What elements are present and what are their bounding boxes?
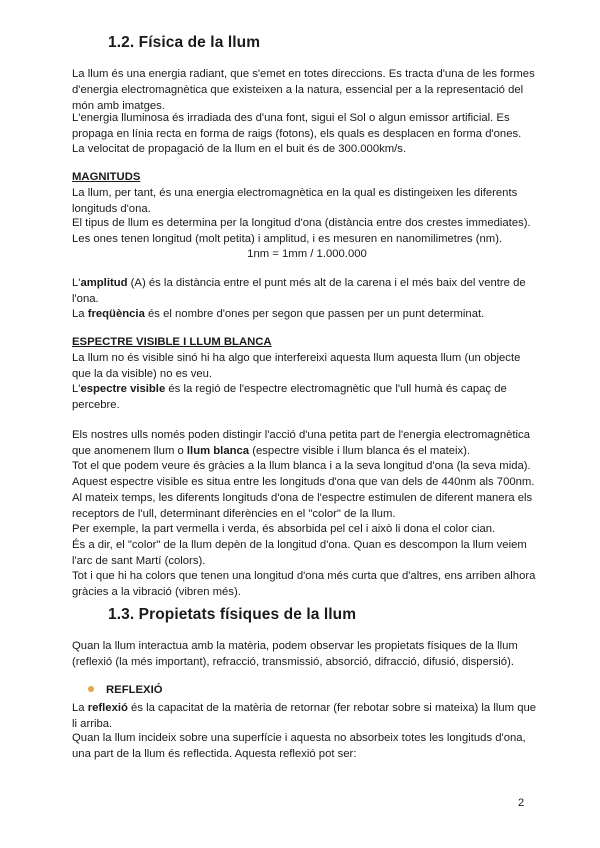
- espectre-paragraph-1: La llum no és visible sinó hi ha algo que interfereixi aquesta llum aquesta llum (un objecte que la da visible) no es veu.: [72, 352, 521, 381]
- reflexio-paragraph-1: La reflexió és la capacitat de la matèria de retornar (fer rebotar sobre si mateixa) la llum que li arriba.: [72, 702, 537, 731]
- frequencia-term: freqüència: [87, 308, 145, 320]
- intro-paragraph-3: La velocitat de propagació de la llum en el buit és de 300.000km/s.: [72, 143, 407, 155]
- llum-blanca-term: llum blanca: [186, 445, 250, 458]
- section-title-magnituds: MAGNITUDS: [72, 171, 141, 183]
- espectre-paragraph-3: Els nostres ulls només poden distingir l'acció d'una petita part de l'energia electromagnètica que anomenem llum o llum blanca (espectre visible i llum blanca és el mateix).: [72, 429, 530, 458]
- reflexio-term: reflexió: [87, 702, 128, 714]
- espectre-paragraph-9: Tot i que hi ha colors que tenen una longitud d'ona més curta que d'altres, ens arriben alhora gràcies a la vibració (vibren més).: [72, 570, 536, 599]
- espectre-paragraph-4: Tot el que podem veure és gràcies a la llum blanca i a la seva longitud d'ona (la seva mida).: [72, 460, 531, 472]
- propietats-paragraph: Quan la llum interactua amb la matèria, podem observar les propietats físiques de la llum (reflexió (la més important), refracció, transmissió, absorció, difracció, difusió, dispersió).: [72, 640, 518, 669]
- reflexio-paragraph-2: Quan la llum incideix sobre una superfície i aquesta no absorbeix totes les longituds d'ona, una part de la llum és reflectida. Aquesta reflexió pot ser:: [72, 732, 526, 761]
- magnituds-paragraph-3: Les ones tenen longitud (molt petita) i amplitud, i es mesuren en nanomilimetres (nm).: [72, 233, 503, 245]
- heading-propietats-fisiques: 1.3. Propietats físiques de la llum: [108, 606, 357, 623]
- intro-paragraph-2: L'energia lluminosa és irradiada des d'una font, sigui el Sol o algun emissor artificial. Es propaga en línia recta en forma de raigs (fotons), els quals es desplacen en forma d'ones.: [72, 112, 522, 141]
- frequencia-paragraph: La freqüència és el nombre d'ones per segon que passen per un punt determinat.: [72, 308, 485, 320]
- intro-paragraph-1: La llum és una energia radiant, que s'emet en totes direccions. Es tracta d'una de les formes d'energia electromagnètica que existeixen a la natura, essencial per a la representació del món amb imatges.: [72, 68, 535, 113]
- nm-formula: 1nm = 1mm / 1.000.000: [247, 248, 367, 260]
- amplitud-paragraph: L'amplitud (A) és la distància entre el punt més alt de la carena i el més baix del ventre de l'ona.: [72, 277, 526, 306]
- magnituds-paragraph-1: La llum, per tant, és una energia electromagnètica en la qual es distingeixen les diferents longituds d'ona.: [72, 187, 518, 216]
- espectre-visible-term: espectre visible: [80, 383, 166, 395]
- espectre-paragraph-5: Aquest espectre visible es situa entre les longituds d'ona que van dels de 440nm als 700nm.: [72, 476, 535, 488]
- heading-fisica-llum: 1.2. Física de la llum: [108, 34, 261, 51]
- espectre-paragraph-2: L'espectre visible és la regió de l'espectre electromagnètic que l'ull humà és capaç de percebre.: [72, 383, 507, 412]
- bullet-dot-icon: [88, 686, 94, 692]
- magnituds-paragraph-2: El tipus de llum es determina per la longitud d'ona (distància entre dos crestes immediates).: [72, 217, 531, 229]
- amplitud-term: amplitud: [80, 277, 128, 289]
- espectre-paragraph-6: Al mateix temps, les diferents longituds d'ona de l'espectre estimulen de diferent manera els receptors de l'ull, determinant diferències en el "color" de la llum.: [72, 492, 533, 521]
- section-title-espectre: ESPECTRE VISIBLE I LLUM BLANCA: [72, 336, 272, 348]
- page-number: 2: [518, 797, 525, 809]
- espectre-paragraph-8: És a dir, el "color" de la llum depèn de la longitud d'ona. Quan es descompon la llum veiem l'arc de sant Martí (colors).: [72, 539, 527, 568]
- espectre-paragraph-7: Per exemple, la part vermella i verda, és absorbida pel cel i això li dona el color cian.: [72, 523, 496, 535]
- bullet-reflexio: REFLEXIÓ: [88, 684, 163, 696]
